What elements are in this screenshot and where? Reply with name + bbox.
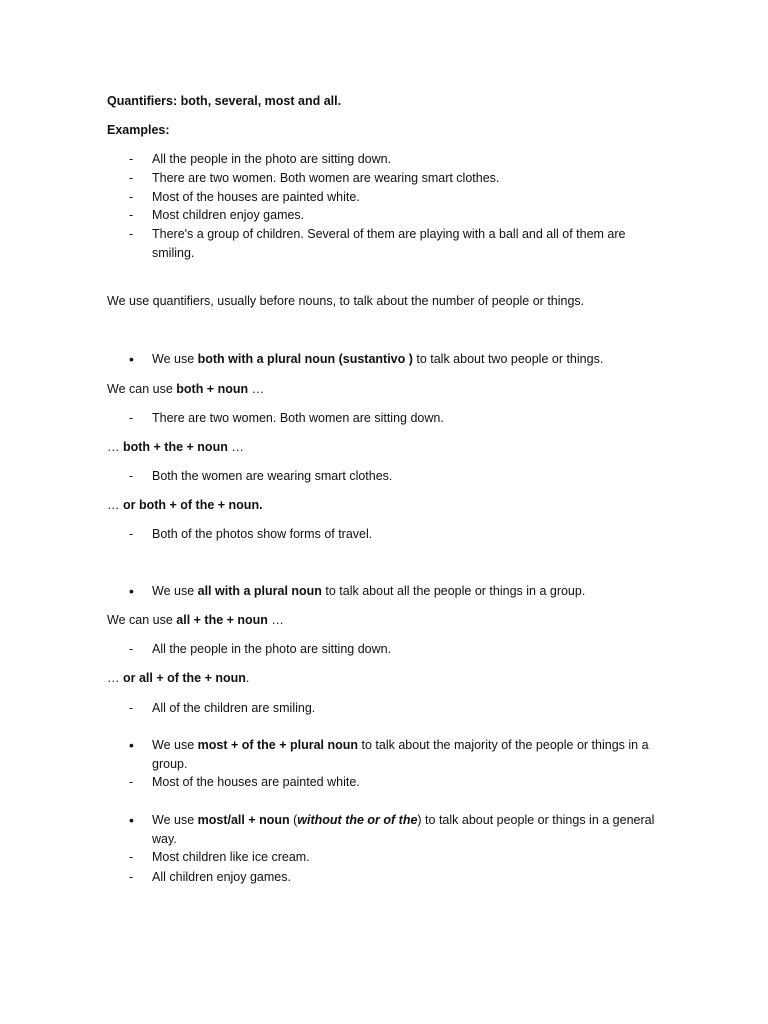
rule-most: We use most + of the + plural noun to talk about the majority of the people or things in a — [152, 738, 649, 752]
pattern-all-the-noun: We can use all + the + noun … — [107, 613, 284, 627]
pattern-both-of-the-noun: … or both + of the + noun. — [107, 498, 263, 512]
pattern-both-noun: We can use both + noun … — [107, 382, 265, 396]
bullet-icon: • — [129, 812, 134, 828]
list-item: There are two women. Both women are wearing smart clothes. — [152, 171, 500, 185]
pattern-both-the-noun: … both + the + noun … — [107, 440, 244, 454]
list-dash: - — [129, 208, 134, 222]
list-item: There are two women. Both women are sitting down. — [152, 411, 444, 425]
rule-most-all: We use most/all + noun (without the or of the) to talk about people or things in a general — [152, 813, 655, 827]
list-item: Both of the photos show forms of travel. — [152, 527, 373, 541]
list-item: Most of the houses are painted white. — [152, 775, 360, 789]
rule-most-continuation: group. — [152, 757, 188, 771]
pattern-all-of-the-noun: … or all + of the + noun. — [107, 671, 250, 685]
list-item: Most children enjoy games. — [152, 208, 305, 222]
list-item: All of the children are smiling. — [152, 701, 316, 715]
list-dash: - — [129, 527, 134, 541]
list-dash: - — [129, 775, 134, 789]
rule-most-all-continuation: way. — [152, 832, 177, 846]
list-dash: - — [129, 642, 134, 656]
rule-all: We use all with a plural noun to talk about all the people or things in a group. — [152, 584, 586, 598]
list-dash: - — [129, 870, 134, 884]
list-item: All children enjoy games. — [152, 870, 291, 884]
list-dash: - — [129, 850, 134, 864]
list-item: Both the women are wearing smart clothes. — [152, 469, 393, 483]
rule-both: We use both with a plural noun (sustantivo ) to talk about two people or things. — [152, 352, 604, 366]
list-item-continuation: smiling. — [152, 246, 195, 260]
list-dash: - — [129, 227, 134, 241]
list-item: Most children like ice cream. — [152, 850, 310, 864]
list-dash: - — [129, 190, 134, 204]
list-dash: - — [129, 469, 134, 483]
intro-paragraph: We use quantifiers, usually before nouns, to talk about the number of people or things. — [107, 294, 585, 308]
bullet-icon: • — [129, 737, 134, 753]
document-title: Quantifiers: both, several, most and all. — [107, 94, 342, 108]
list-dash: - — [129, 411, 134, 425]
bullet-icon: • — [129, 583, 134, 599]
list-item: All the people in the photo are sitting down. — [152, 152, 392, 166]
list-item: There's a group of children. Several of them are playing with a ball and all of them are — [152, 227, 626, 241]
bullet-icon: • — [129, 351, 134, 367]
list-item: Most of the houses are painted white. — [152, 190, 360, 204]
list-dash: - — [129, 152, 134, 166]
list-dash: - — [129, 171, 134, 185]
list-dash: - — [129, 701, 134, 715]
list-item: All the people in the photo are sitting down. — [152, 642, 392, 656]
examples-heading: Examples: — [107, 123, 170, 137]
